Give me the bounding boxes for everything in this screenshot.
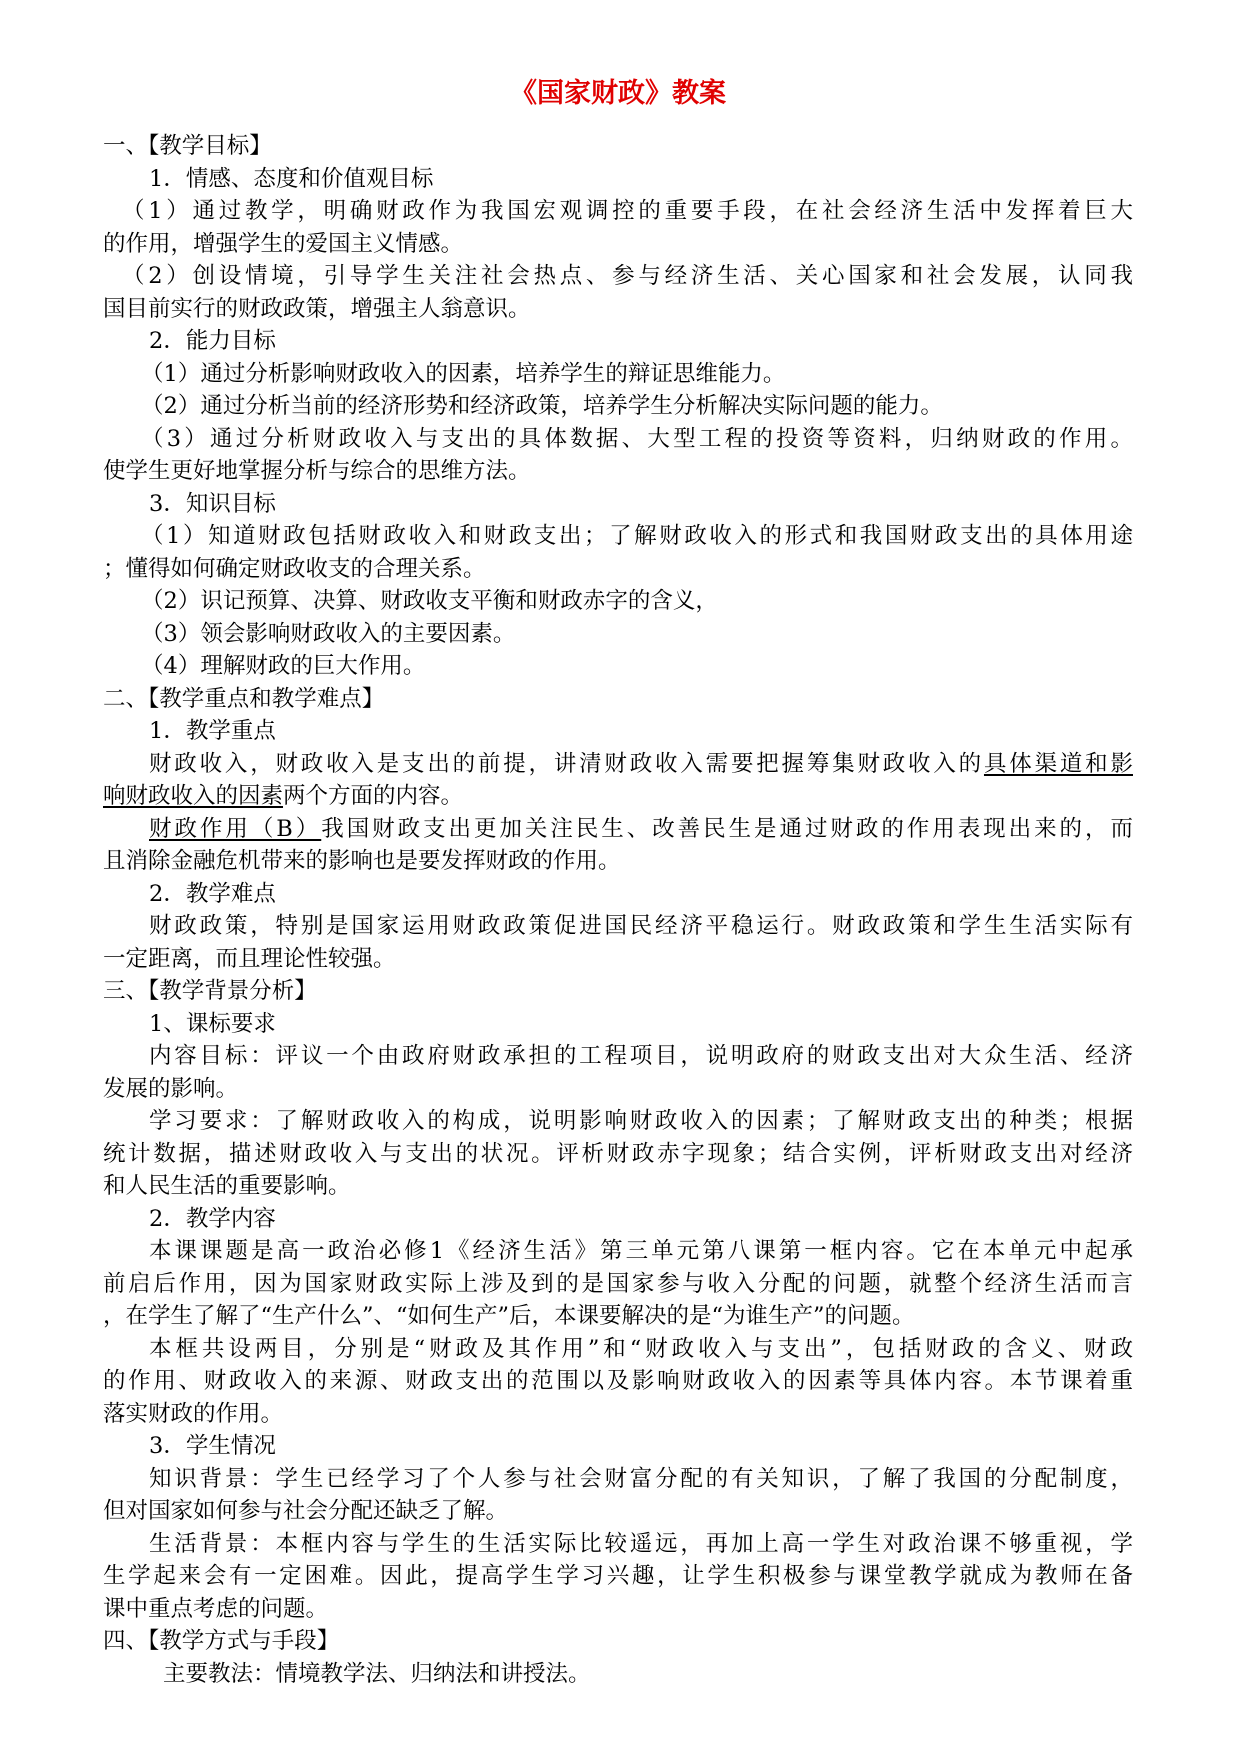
underlined-text: 具体渠道和影 [983,750,1133,777]
subsection-heading: 2．能力目标 [149,328,276,354]
paragraph-line: （2）通过分析当前的经济形势和经济政策，培养学生分析解决实际问题的能力。 [141,393,943,419]
underlined-text: 财政作用（B） [149,815,322,842]
paragraph-line: 本课课题是高一政治必修1《经济生活》第三单元第八课第一框内容。它在本单元中起承 [149,1238,1133,1264]
paragraph-line: （4）理解财政的巨大作用。 [141,653,426,679]
text-run: 两个方面的内容。 [283,783,464,809]
paragraph-line: 国目前实行的财政政策，增强主人翁意识。 [103,295,531,322]
paragraph-line: 财政政策，特别是国家运用财政政策促进国民经济平稳运行。财政政策和学生生活实际有 [149,913,1133,939]
subsection-heading: 2．教学难点 [149,880,276,907]
paragraph-line: 和人民生活的重要影响。 [103,1173,351,1199]
section-heading: 四、【教学方式与手段】 [103,1628,340,1654]
subsection-heading: 2．教学内容 [149,1205,276,1232]
paragraph-line [103,748,1133,781]
paragraph-line: （2）创设情境，引导学生关注社会热点、参与经济生活、关心国家和社会发展，认同我 [122,263,1133,289]
paragraph-line: 使学生更好地掌握分析与综合的思维方法。 [103,458,531,484]
subsection-heading: 3．学生情况 [149,1433,276,1459]
paragraph-line: （1）通过教学，明确财政作为我国宏观调控的重要手段，在社会经济生活中发挥着巨大 [122,198,1133,224]
paragraph-line: （3）领会影响财政收入的主要因素。 [141,620,516,647]
paragraph-line: 统计数据，描述财政收入与支出的状况。评析财政赤字现象；结合实例，评析财政支出对经济 [103,1140,1133,1167]
paragraph-line: 前启后作用，因为国家财政实际上涉及到的是国家参与收入分配的问题，就整个经济生活而言 [103,1270,1133,1297]
paragraph-line: ；懂得如何确定财政收支的合理关系。 [103,555,486,582]
subsection-heading: 1、课标要求 [149,1010,276,1037]
document-title: 《国家财政》教案 [510,78,726,109]
paragraph-line: 的作用、财政收入的来源、财政支出的范围以及影响财政收入的因素等具体内容。本节课着重 [103,1368,1133,1394]
text-run: 我国财政支出更加关注民生、改善民生是通过财政的作用表现出来的，而 [321,815,1133,842]
paragraph-line: 内容目标：评议一个由政府财政承担的工程项目，说明政府的财政支出对大众生活、经济 [149,1043,1133,1069]
paragraph-line: 本框共设两目，分别是“财政及其作用”和“财政收入与支出”，包括财政的含义、财政 [149,1335,1133,1362]
text-run: 财政收入，财政收入是支出的前提，讲清财政收入需要把握筹集财政收入的 [149,750,984,777]
paragraph-line: （2）识记预算、决算、财政收支平衡和财政赤字的含义， [141,588,718,614]
paragraph-line: 一定距离，而且理论性较强。 [103,945,396,972]
paragraph-line [103,813,1133,846]
paragraph-line: 落实财政的作用。 [103,1400,284,1427]
paragraph-line [103,780,1133,813]
paragraph-line: 课中重点考虑的问题。 [103,1595,329,1622]
paragraph-line: 生活背景：本框内容与学生的生活实际比较遥远，再加上高一学生对政治课不够重视，学 [149,1530,1133,1557]
paragraph-line: 的作用，增强学生的爱国主义情感。 [103,230,464,257]
paragraph-line: 且消除金融危机带来的影响也是要发挥财政的作用。 [103,848,621,874]
paragraph-line: 但对国家如何参与社会分配还缺乏了解。 [103,1498,509,1524]
section-heading: 一、【教学目标】 [103,133,272,159]
paragraph-line: 学习要求：了解财政收入的构成，说明影响财政收入的因素；了解财政支出的种类；根据 [149,1108,1133,1134]
underlined-text: 响财政收入的因素 [103,783,284,809]
subsection-heading: 1．教学重点 [149,718,276,744]
paragraph-line: （3）通过分析财政收入与支出的具体数据、大型工程的投资等资料，归纳财政的作用。 [141,425,1133,452]
subsection-heading: 1．情感、态度和价值观目标 [149,165,434,192]
paragraph-line: 知识背景：学生已经学习了个人参与社会财富分配的有关知识，了解了我国的分配制度， [149,1465,1133,1492]
section-heading: 三、【教学背景分析】 [103,978,317,1004]
subsection-heading: 3．知识目标 [149,490,276,517]
paragraph-line: （1）知道财政包括财政收入和财政支出；了解财政收入的形式和我国财政支出的具体用途 [141,523,1133,549]
paragraph-line: 生学起来会有一定困难。因此，提高学生学习兴趣，让学生积极参与课堂教学就成为教师在备 [103,1563,1133,1589]
section-heading: 二、【教学重点和教学难点】 [103,685,385,712]
paragraph-line: 发展的影响。 [103,1075,239,1102]
paragraph-line: 主要教法：情境教学法、归纳法和讲授法。 [163,1660,591,1687]
paragraph-line: （1）通过分析影响财政收入的因素，培养学生的辩证思维能力。 [141,360,786,387]
paragraph-line: ，在学生了解了“生产什么”、“如何生产”后，本课要解决的是“为谁生产”的问题。 [103,1303,915,1329]
